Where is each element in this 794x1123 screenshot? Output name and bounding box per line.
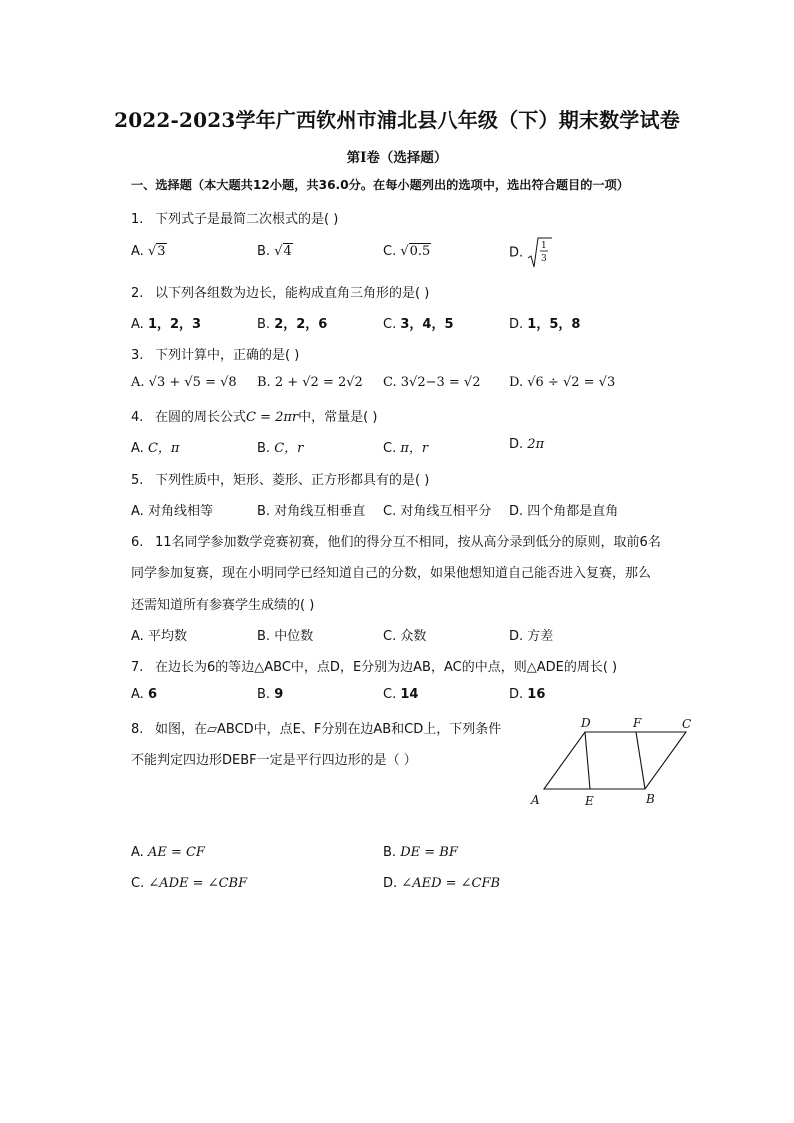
exam-title: 2022-2023学年广西钦州市浦北县八年级（下）期末数学试卷 bbox=[114, 108, 680, 132]
question-6-option-a: A. 平均数 bbox=[131, 629, 187, 644]
question-2-option-d: D. 1，5，8 bbox=[509, 317, 581, 332]
question-2-option-c: C. 3，4，5 bbox=[383, 317, 454, 332]
question-4-option-c: C. π，r bbox=[383, 441, 429, 456]
question-8-option-b: B. DE = BF bbox=[383, 845, 458, 860]
question-3-option-d: D. √6 ÷ √2 = √3 bbox=[509, 375, 616, 390]
question-3-option-a: A. √3 + √5 = √8 bbox=[131, 375, 237, 390]
question-4-option-d: D. 2π bbox=[509, 437, 545, 452]
question-5-option-a: A. 对角线相等 bbox=[131, 504, 213, 519]
svg-text:1: 1 bbox=[541, 241, 548, 251]
question-1-option-c: C. √0.5 bbox=[383, 244, 431, 259]
question-8-stem-line-2: 不能判定四边形DEBF一定是平行四边形的是（ ） bbox=[131, 753, 417, 768]
question-6-stem-line-3: 还需知道所有参赛学生成绩的( ) bbox=[131, 598, 315, 613]
question-3-stem: 3. 下列计算中，正确的是( ) bbox=[131, 348, 300, 363]
question-6-stem-line-1: 6. 11名同学参加数学竞赛初赛，他们的得分互不相同，按从高分录到低分的原则，取前6名 bbox=[131, 535, 661, 550]
question-7-option-d: D. 16 bbox=[509, 687, 546, 702]
question-6-option-c: C. 众数 bbox=[383, 629, 427, 644]
section-heading: 一、选择题（本大题共12小题，共36.0分。在每小题列出的选项中，选出符合题目的一项） bbox=[131, 178, 629, 192]
label-f: F bbox=[633, 716, 642, 730]
question-1-option-b: B. √4 bbox=[257, 244, 292, 259]
svg-text:3: 3 bbox=[541, 254, 548, 264]
question-3-option-b: B. 2 + √2 = 2√2 bbox=[257, 375, 363, 390]
question-8-option-c: C. ∠ADE = ∠CBF bbox=[131, 876, 248, 891]
sqrt-one-third bbox=[527, 236, 553, 270]
question-7-option-a: A. 6 bbox=[131, 687, 157, 702]
parallelogram-abcd bbox=[544, 732, 686, 789]
question-6-option-b: B. 中位数 bbox=[257, 629, 314, 644]
question-5-option-b: B. 对角线互相垂直 bbox=[257, 504, 366, 519]
label-a: A bbox=[531, 793, 540, 807]
question-2-option-a: A. 1，2，3 bbox=[131, 317, 202, 332]
label-b: B bbox=[646, 792, 655, 806]
question-6-stem-line-2: 同学参加复赛，现在小明同学已经知道自己的分数，如果他想知道自己能否进入复赛，那么 bbox=[131, 566, 652, 581]
question-7-stem: 7. 在边长为6的等边△ABC中，点D，E分别为边AB，AC的中点，则△ADE的周长( ) bbox=[131, 660, 618, 675]
question-6-option-d: D. 方差 bbox=[509, 629, 554, 644]
question-4-stem: 4. 在圆的周长公式C = 2πr中，常量是( ) bbox=[131, 410, 378, 425]
parallelogram-figure bbox=[525, 712, 700, 812]
question-1-option-a: A. √3 bbox=[131, 244, 166, 259]
question-7-option-b: B. 9 bbox=[257, 687, 284, 702]
question-5-stem: 5. 下列性质中，矩形、菱形、正方形都具有的是( ) bbox=[131, 473, 430, 488]
segment-de bbox=[585, 732, 590, 789]
question-1-stem: 1. 下列式子是最简二次根式的是( ) bbox=[131, 212, 339, 227]
question-2-stem: 2. 以下列各组数为边长，能构成直角三角形的是( ) bbox=[131, 286, 430, 301]
label-c: C bbox=[682, 717, 692, 731]
question-7-option-c: C. 14 bbox=[383, 687, 419, 702]
question-4-option-a: A. C，π bbox=[131, 441, 180, 456]
question-2-option-b: B. 2，2，6 bbox=[257, 317, 328, 332]
question-8-stem-line-1: 8. 如图，在▱ABCD中，点E、F分别在边AB和CD上，下列条件 bbox=[131, 722, 502, 737]
exam-subtitle: 第I卷（选择题） bbox=[346, 150, 448, 166]
question-8-option-d: D. ∠AED = ∠CFB bbox=[383, 876, 501, 891]
question-3-option-c: C. 3√2−3 = √2 bbox=[383, 375, 481, 390]
label-d: D bbox=[581, 716, 591, 730]
label-e: E bbox=[585, 794, 594, 808]
question-5-option-c: C. 对角线互相平分 bbox=[383, 504, 492, 519]
segment-bf bbox=[636, 732, 645, 789]
question-4-option-b: B. C，r bbox=[257, 441, 304, 456]
question-5-option-d: D. 四个角都是直角 bbox=[509, 504, 619, 519]
question-8-option-a: A. AE = CF bbox=[131, 845, 205, 860]
question-1-option-d: D. 1 3 bbox=[509, 236, 553, 270]
